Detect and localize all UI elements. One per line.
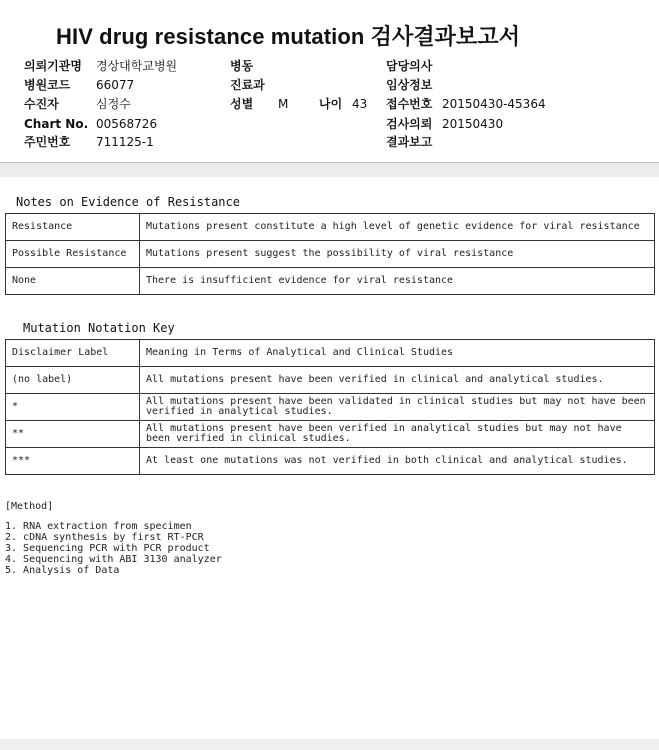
evidence-term: Possible Resistance bbox=[6, 241, 140, 268]
value-test-request: 20150430 bbox=[442, 117, 504, 131]
evidence-table bbox=[5, 213, 655, 295]
label-result-report: 결과보고 bbox=[386, 135, 433, 149]
table-row bbox=[6, 421, 655, 448]
value-receipt-number: 20150430-45364 bbox=[442, 97, 546, 111]
label-clinical-info: 임상정보 bbox=[386, 78, 433, 92]
table-row bbox=[6, 394, 655, 421]
notation-label: Disclaimer Label bbox=[6, 340, 140, 367]
notation-label: (no label) bbox=[6, 367, 140, 394]
label-patient: 수진자 bbox=[24, 97, 59, 111]
value-chart-no: 00568726 bbox=[96, 117, 158, 131]
method-heading: [Method] bbox=[5, 501, 54, 512]
value-resident-number: 711125-1 bbox=[96, 135, 154, 149]
label-hospital-code: 병원코드 bbox=[24, 78, 71, 92]
notation-label: * bbox=[6, 394, 140, 421]
label-attending-physician: 담당의사 bbox=[386, 59, 433, 73]
table-row bbox=[6, 268, 655, 295]
report-title: HIV drug resistance mutation 검사결과보고서 bbox=[56, 24, 521, 49]
label-receipt-number: 접수번호 bbox=[386, 97, 433, 111]
label-chart-no: Chart No. bbox=[24, 117, 89, 131]
evidence-description: Mutations present constitute a high level of genetic evidence for viral resistance bbox=[140, 214, 655, 241]
label-ward: 병동 bbox=[230, 59, 254, 73]
notation-meaning: All mutations present have been validated in clinical studies but may not have been verified in analytical studies. bbox=[140, 394, 655, 421]
section-separator bbox=[0, 163, 659, 177]
table-row bbox=[6, 340, 655, 367]
evidence-term: Resistance bbox=[6, 214, 140, 241]
notation-table bbox=[5, 339, 655, 475]
evidence-section-title: Notes on Evidence of Resistance bbox=[16, 195, 240, 209]
notation-label: ** bbox=[6, 421, 140, 448]
notation-meaning: At least one mutations was not verified in both clinical and analytical studies. bbox=[140, 448, 655, 475]
notation-section-title: Mutation Notation Key bbox=[23, 321, 175, 335]
table-row bbox=[6, 214, 655, 241]
value-requesting-institution: 경상대학교병원 bbox=[96, 59, 178, 73]
table-row bbox=[6, 241, 655, 268]
table-row bbox=[6, 448, 655, 475]
table-row bbox=[6, 367, 655, 394]
report-header bbox=[0, 0, 659, 163]
label-sex: 성별 bbox=[230, 97, 254, 111]
notation-meaning: All mutations present have been verified in analytical studies but may not have been verified in clinical studies. bbox=[140, 421, 655, 448]
value-patient: 심정수 bbox=[96, 97, 131, 111]
evidence-description: There is insufficient evidence for viral resistance bbox=[140, 268, 655, 295]
label-department: 진료과 bbox=[230, 78, 265, 92]
method-step: 3. Sequencing PCR with PCR product bbox=[5, 543, 210, 554]
label-test-request: 검사의뢰 bbox=[386, 117, 433, 131]
label-age: 나이 bbox=[319, 97, 343, 111]
method-step: 1. RNA extraction from specimen bbox=[5, 521, 192, 532]
evidence-description: Mutations present suggest the possibility of viral resistance bbox=[140, 241, 655, 268]
method-step: 4. Sequencing with ABI 3130 analyzer bbox=[5, 554, 222, 565]
notation-label: *** bbox=[6, 448, 140, 475]
notation-meaning: All mutations present have been verified in clinical and analytical studies. bbox=[140, 367, 655, 394]
value-sex: M bbox=[278, 97, 289, 111]
value-hospital-code: 66077 bbox=[96, 78, 135, 92]
value-age: 43 bbox=[352, 97, 368, 111]
notation-meaning: Meaning in Terms of Analytical and Clinical Studies bbox=[140, 340, 655, 367]
method-step: 2. cDNA synthesis by first RT-PCR bbox=[5, 532, 204, 543]
evidence-term: None bbox=[6, 268, 140, 295]
label-resident-number: 주민번호 bbox=[24, 135, 71, 149]
label-requesting-institution: 의뢰기관명 bbox=[24, 59, 82, 73]
method-step: 5. Analysis of Data bbox=[5, 565, 120, 576]
